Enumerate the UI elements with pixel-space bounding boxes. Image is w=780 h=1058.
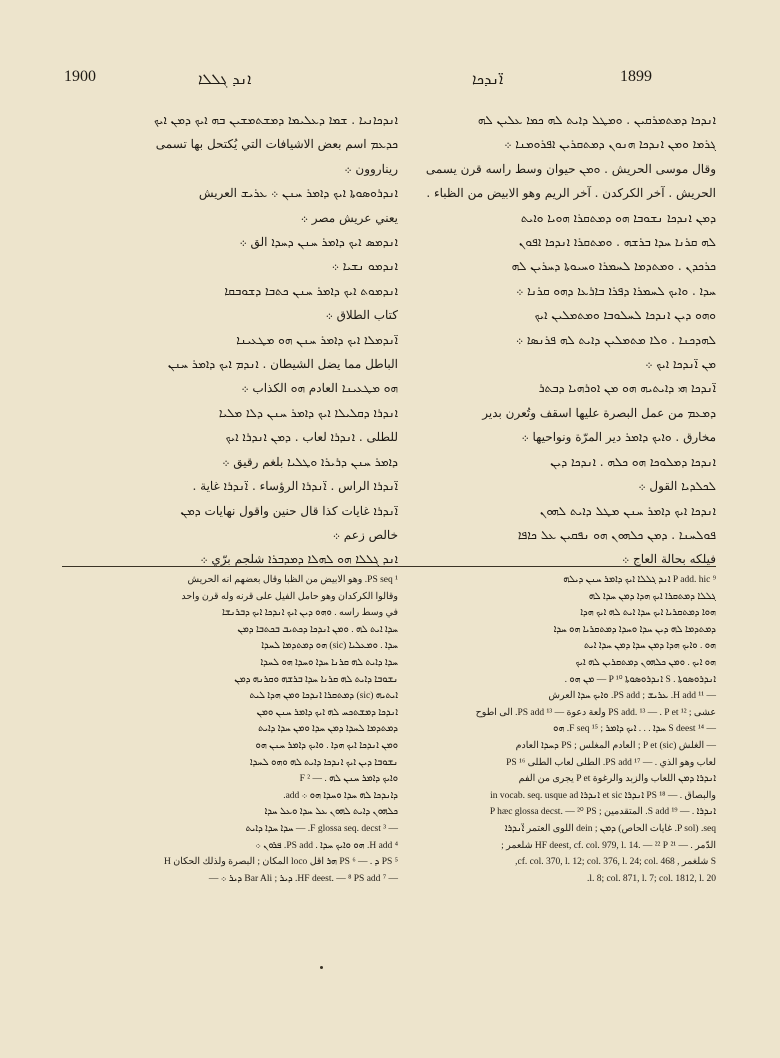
footnote-line: — ¹¹ H add. ܥܪܝܫ ; PS add. ܘܐܝܟ ܚܕܐ العرش xyxy=(548,691,716,702)
footnote-line: ܘܡܢ ܐܢܕܟܐ ܐܝܟ ܗܕܐ . ܘܐܝܟ ܕܐܡܪ ܚܢܢ ܗܘ xyxy=(255,740,398,751)
entry-line: ܐ̈ܢܕܪܐ غايات كذا قال حنين واقول نهايات ܕܡܢ xyxy=(180,503,398,518)
footnote-line: ܐܢܕܪܘܣܘܬܐ . S ܐܢܕܪܘܣܘܬܐ P ¹⁰ — ܡܢ ܗܘ . xyxy=(564,674,716,685)
footnote-line: ܕܐܢܕܟܐ ܠܗ ܚܕܐ ܘܚܕܐ ܗܘ ܀ add. xyxy=(283,790,398,801)
right-text-column xyxy=(380,108,716,572)
left-page-number: 1900 xyxy=(64,68,96,85)
entry-line: ܐܢܕܪܐ ܕܩܠܝܠܐ ܐܝܟ ܕܐܡܪ ܚܢܢ ܕܠܐ ܡܠܝܐ xyxy=(218,405,398,420)
entry-line: ܐܢܕܡܘ ܢܫܝܐ ܀ xyxy=(331,259,398,274)
footnote-line: seq. (P sol. غايات الحاص) ܕܡܢ ; dein اللوى العتمر ܐ̈ܢܕܪܐ xyxy=(504,823,716,834)
footnote-line: l. 8; col. 871, l. 7; col. 1812, l. 20. xyxy=(586,873,716,884)
footnote-line: ܐܢܕܟܐ ܕܡܫܬܟܚ ܠܗ ܐܝܟ ܕܐܡܪ ܚܢܢ ܘܡܢ xyxy=(256,707,398,718)
footnote-line: عشى ; ¹² PS add. ¹³ — . P et ولعة دعوة — ¹³ PS add. الى اطوح xyxy=(475,707,716,718)
left-footnote-rule xyxy=(62,566,398,567)
footnote-line: ܕܡܬܕܡܐ ܠܚܕܐ ܕܡܢ ܚܕܐ ܘܡܢ ܚܕܐ ܕܐܝܬ xyxy=(258,724,398,735)
entry-line: ܠܟܠܕܝܐ القول ܀ xyxy=(638,479,716,494)
footnote-line: ⁵ PS ܕ . — ⁶ PS ܗܪ اقل loco المكان ; البصرة ولذلك الحكان H xyxy=(164,857,398,868)
right-running-headword: ܐ̈ܢܕܟܐ xyxy=(472,70,504,88)
footnote-line: ܓܠܠܐ ܕܡܬܩܪܐ ܐܝܟ ܗܕܐ ܕܡܢ ܚܕܐ ܠܗ xyxy=(588,591,716,602)
footnote-line: — ¹⁴ S deest ܚܕܐ . . . ܐܝܟ ܕܐܡܪ ; ¹⁵ F seq. ܗܘ xyxy=(553,724,716,735)
left-running-headword: ܐܢܕ ܓܠܠܐ xyxy=(198,70,252,88)
footnote-line: — ³ F glossa seq. decst. — ܚܕܐ ܚܕܐ ܕܐܝܬ xyxy=(245,823,398,834)
entry-line: ܐ̈ܢܕܪܐ الراس . ܐ̈ܢܕܪܐ الرؤساء . ܐ̈ܢܕܪܐ غاية . xyxy=(192,479,398,494)
entry-line: ܐܢܕܪܘܣܘܬܐ ܐܝܟ ܕܐܡܪ ܚܢܢ ܀ ܥܪܝܫ العريش xyxy=(198,186,398,201)
entry-line: ܐܢܕ ܓܠܠܐ ܗܘ ܠܗܠܐ ܕܡܕܒܪܐ شلجم برّي ܀ xyxy=(200,552,398,567)
entry-line: الباطل مما يضل الشيطان . ܐܢܕܡ ܐܝܟ ܕܐܡܪ ܚܢܢ xyxy=(167,357,398,372)
footnote-line: في وسط راسه . ܘܗܘ ܕܝܢ ܐܝܟ ܐܢܕܟܐ ܐܝܟ ܕܒܪܢܫܐ xyxy=(221,608,398,619)
footnote-line: — الغلش (sic) P et ; العادم المغلس ; PS ܕܚܕܐ العادم xyxy=(515,740,716,751)
footnote-line: ܗܘ . ܘܐܝܟ ܗܕܐ ܕܡܢ ܚܕܐ ܕܡܢ ܚܕܐ ܐܝܬ xyxy=(583,641,716,652)
entry-line: ريناروون ܀ xyxy=(344,161,398,176)
footnote-line: لعاب وهو الذي . — ¹⁷ PS add. الطلى لعاب الطلى ¹⁶ PS xyxy=(506,757,716,768)
entry-line: ܐܢܕܡܣ ܐܝܟ ܕܐܡܪ ܚܢܢ ܕܚܕܐ الق ܀ xyxy=(239,235,398,250)
entry-line: ܐܢܕܟܐܢܝܐ . ܫܡܐ ܕܥܠܝܡܐ ܕܡܫܬܡܫܝܢ ܒܗ ܐܝܟ ܕܡܢ ܐܝܟ xyxy=(153,113,398,127)
right-footnote-rule xyxy=(380,566,716,567)
entry-line: ܕܡܢ ܐܢܕܟܐ ܢܫܘܒܐ ܗܘ ܕܡܬܩܪܐ ܗܘܝܐ ܘܐܝܬ xyxy=(520,210,716,225)
entry-line: ܐܢܕܟܐ ܐܝܟ ܕܐܡܪ ܚܢܢ ܡܛܠ ܕܐܝܬ ܠܗܘܢ xyxy=(539,503,716,518)
footnote-line: ܗܘ ܐܝܟ . ܘܡܢ ܟܠܗܘܢ ܕܡܬܩܪܝܢ ܠܗ ܐܝܟ xyxy=(575,657,716,668)
entry-line: ܕܡܥܡ من عمل البصرة عليها اسقف وتُعرن بدير xyxy=(482,405,716,420)
entry-line: ܠܗ ܩܪܢܐ ܚܕܐ ܒܪܫܗ . ܘܡܬܩܪܐ ܐܢܕܟܐ ܐܦܘܢ xyxy=(518,235,716,250)
entry-line: ܐܢܕܟܐ ܕܡܬܡܪܩܝܢ . ܘܡܛܠ ܕܐܝܬ ܠܗ ܟܡܐ ܥܠܝܢ ܠܗ xyxy=(477,113,716,127)
right-page-number: 1899 xyxy=(620,68,652,85)
entry-line: ܡܢ ܐ̈ܢܕܟܐ ܐܝܟ ܀ xyxy=(645,357,716,372)
entry-line: ܓܪܡܐ ܘܡܢ ܐܢܕܟܐ ܗܢܘܢ ܕܡܬܩܪܝܢ ܐܦܪܘܡܢܐ ܀ xyxy=(504,137,716,152)
entry-line: كتاب الطلاق ܀ xyxy=(325,308,398,323)
footnote-line: ܘܐܝܟ ܕܐܡܪ ܚܢܢ ܠܗ . — ² F xyxy=(299,774,398,785)
footnote-line: ܐܝܬܝܗ (sic) ܕܡܬܩܪܐ ܐܢܕܟܐ ܘܡܢ ܗܕܐ ܠܝܬ xyxy=(249,691,398,702)
entry-line: وقال موسى الحريش . ܘܡܢ حيوان وسط راسه قرن يسمى xyxy=(425,161,716,176)
footnote-line: ܐܢܕܪܐ . — ¹⁹ S add. المتقدمين ; P hæc glossa decst. — ²⁰ PS xyxy=(489,807,716,818)
footnote-line: ܟܠܗܘܢ ܕܐܝܬ ܠܗܘܢ ܥܠ ܚܕܐ ܘܥܠ ܚܕܐ xyxy=(264,807,398,818)
footnote-line: — ⁷ HF deest. — ⁸ PS add. ܕܝܪ ; Bar Ali ܕܝܪ ܀ — xyxy=(208,873,398,884)
entry-line: ܟܕܥܡ اسم بعض الاشيافات التي يُكتحل بها تسمى xyxy=(155,137,398,152)
entry-line: خالص زعم ܀ xyxy=(332,527,398,542)
footnote-line: ¹ PS seq. وهو الابيض من الظبا وقال بعضهم انه الحريش xyxy=(187,575,398,585)
entry-line: ܟܪܟܕܢ . ܘܡܬܕܡܐ ܠܚܡܪܐ ܘܚܝܘܬܐ ܕܚܪܝܢ ܠܗ xyxy=(511,259,716,274)
entry-line: ܐܢܕܟܐ ܕܡܠܘܟܐ ܗܘ ܟܠܗ . ܐܢܕܟܐ ܕܝܢ xyxy=(550,454,716,469)
entry-line: الحريش . آخر الكركدن . آخر الريم وهو الابيض من الظباء . xyxy=(426,186,716,201)
footnote-line: ܚܕܐ ܕܐܝܬ ܠܗ ܩܪܢܐ ܚܕܐ ܘܚܕܐ ܗܘ ܠܚܕܐ xyxy=(260,657,398,668)
footnote-line: ܕܡܬܕܡܐ ܠܗ ܕܝܢ ܚܕܐ ܘܚܕܐ ܕܡܬܩܪܝܐ ܗܘ ܚܕܐ xyxy=(553,624,716,635)
footnote-line: ⁴ H add. ܗܘ ܘܐܝܟ ܚܕܐ . PS add. ܦܪܘܢ ܀ xyxy=(255,840,398,851)
footnote-line: ܚܕܐ ܐܝܬ ܠܗ . ܘܡܢ ܐܢܕܟܐ ܕܟܬܝܒ ܒܟܬܒܐ ܕܡܢ xyxy=(237,624,398,635)
entry-line: ܚܕܐ . ܘܐܝܟ ܠܚܡܪܐ ܕܦܪܐ ܒܐܪܥܐ ܕܗܘ ܩܪܢܐ ܀ xyxy=(516,283,716,298)
page-speck xyxy=(320,966,323,969)
entry-line: ܕܐܡܪ ܚܢܢ ܕܪܝܪܐ ܘܛܠܝܐ بلغم رقيق ܀ xyxy=(222,454,398,469)
entry-line: يعني عريش مصر ܀ xyxy=(300,210,398,225)
footnote-line: ܢܫܘܒܐ ܕܐܝܬ ܠܗ ܩܪܢܐ ܚܕܐ ܒܪܫܗ ܘܩܪܢܗ ܕܡܢ xyxy=(234,674,398,685)
footnote-line: الدّمر . — ²¹ HF deest, cf. col. 979, l. 14. — ²² P شلعمر ; xyxy=(501,840,716,851)
entry-line: فيلكه بحالة العاج ܀ xyxy=(621,552,716,567)
left-text-column xyxy=(62,108,398,572)
footnote-line: ܢܫܘܒܐ ܕܝܢ ܐܝܟ ܐܢܕܟܐ ܕܐܝܬ ܠܗ ܘܗܘ ܠܚܕܐ xyxy=(250,757,398,768)
footnote-line: ܗܘܐ ܕܡܬܩܪܝܐ ܐܝܟ ܚܕܐ ܐܝܬ ܠܗ ܐܝܟ ܗܕܐ xyxy=(580,608,716,619)
entry-line: ܗܘ ܡܛܥܝܢܐ العادم ܗܘ الكذاب ܀ xyxy=(241,381,398,396)
entry-line: مخارق . ܘܐܝܟ ܕܐܡܪ دير المرّة ونواحيها ܀ xyxy=(521,430,716,445)
footnote-line: والبصاق . — ¹⁸ PS ܐܢܕܪܐ et sic ܐܢܕܪܐ in vocab. seq. usque ad xyxy=(490,790,716,801)
right-footnotes xyxy=(380,572,716,887)
entry-line: ܐܢܕܡܘܬ ܐܝܟ ܕܐܡܪ ܚܢܢ ܟܬܒܐ ܕܫܘܒܩܐ xyxy=(224,283,398,298)
footnote-line: S شلغمر , cf. col. 370, l. 12; col. 376, l. 24; col. 468, xyxy=(515,857,716,868)
footnote-line: ⁹ P add. hic ܐܢܕ ܓܠܠܐ ܐܝܟ ܕܐܡܪ ܚܢܢ ܕܝܠܗ xyxy=(563,575,716,585)
footnote-line: وقالوا الكركدان وهو حامل الفيل على قرنه وله قرن واحد xyxy=(181,591,398,602)
entry-line: ܐ̈ܢܕܟܐ ܗܝ ܕܐܝܬܝܗ ܗܘ ܡܢ ܐܘܪܗܝܐ ܕܒܬܪ xyxy=(538,381,716,396)
entry-line: ܠܗܕܟܢܐ . ܘܠܐ ܡܬܡܠܝܢ ܕܐܝܬ ܠܗ ܦܪܢܣܐ ܀ xyxy=(515,332,716,347)
entry-line: ܘܗܘ ܕܝܢ ܐܢܕܟܐ ܠܚܠܘܒܐ ܘܡܬܡܠܝܢ ܐܝܟ xyxy=(534,308,716,323)
left-footnotes xyxy=(62,572,398,887)
footnote-line: ܚܕܐ . ܘܡܥܠܝܐ (sic) ܗܘ ܕܡܬܕܡܐ ܠܚܕܐ xyxy=(261,641,398,652)
footnote-line: ܐܢܕܪܐ ܕܡܢ اللعاب والزبد والرغوة P et يجرى من الفم xyxy=(518,774,716,785)
entry-line: للطلى . ܐܢܕܪܐ لعاب . ܕܡܢ ܐܢܕܪܐ ܐܝܟ xyxy=(225,430,398,445)
entry-line: ܐ̈ܢܕܡܠܐ ܐܝܟ ܕܐܡܪ ܚܢܢ ܗܘ ܡܛܥܝܢܐ xyxy=(236,332,398,347)
entry-line: ܦܘܠܚܢܐ . ܕܡܢ ܟܠܗܘܢ ܗܘ ܢܦܩܝܢ ܥܠ ܟܐܦܐ xyxy=(517,527,716,542)
